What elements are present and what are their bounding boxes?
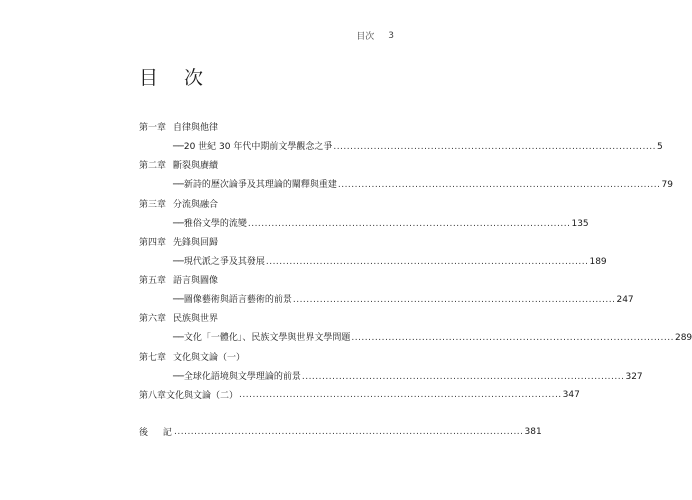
chapter-number: 第三章 <box>139 199 167 210</box>
leader-dots: ................................................................................................ <box>239 389 562 400</box>
chapter-subtitle: ──全球化語境與文學理論的前景 <box>173 371 301 382</box>
chapter-page: 5 <box>656 142 663 152</box>
table-of-contents <box>139 120 692 426</box>
chapter-title: 語言與圖像 <box>173 276 219 287</box>
leader-dots: ................................................................................................ <box>333 142 656 152</box>
header-page-number: 3 <box>388 30 394 41</box>
chapter-page: 247 <box>616 295 634 306</box>
leader-dots: ................................................................................................ <box>247 218 571 229</box>
header-section: 目次 <box>356 32 375 42</box>
leader-dots: ................................................................................................ <box>265 256 589 267</box>
chapter-page: 79 <box>661 180 673 191</box>
chapter-page: 189 <box>589 256 607 267</box>
chapter-number: 第六章 <box>139 314 167 325</box>
postface-label: 後 記 <box>139 428 178 438</box>
toc-entry <box>139 158 673 196</box>
chapter-subtitle: ──20 世紀 30 年代中期前文學觀念之爭 <box>173 142 333 152</box>
chapter-title: 先鋒與回歸 <box>173 237 219 248</box>
postface-page: 381 <box>524 426 542 437</box>
running-header <box>356 29 394 42</box>
leader-dots: ................................................................................................ <box>292 295 616 306</box>
chapter-title: 斷裂與賡續 <box>173 161 219 172</box>
leader-dots: ................................................................................................ <box>301 371 625 382</box>
chapter-number: 第五章 <box>139 276 167 287</box>
chapter-subtitle: ──現代派之爭及其發展 <box>173 256 265 267</box>
toc-entry <box>139 311 692 349</box>
chapter-page: 327 <box>625 371 643 382</box>
toc-entry-postface <box>139 425 542 438</box>
chapter-subtitle: ──新詩的歷次論爭及其理論的闡釋與重建 <box>173 180 337 191</box>
leader-dots: ........................................................................................................ <box>174 426 524 437</box>
toc-entry <box>139 235 607 273</box>
leader-dots: ................................................................................................ <box>351 333 674 344</box>
chapter-subtitle: ──雅俗文學的流變 <box>173 218 247 229</box>
toc-entry <box>139 350 643 388</box>
chapter-title: 分流與融合 <box>173 199 219 210</box>
toc-entry <box>139 273 634 311</box>
page-title: 目 次 <box>139 67 214 89</box>
chapter-number: 第八章 <box>139 391 167 402</box>
chapter-title: 民族與世界 <box>173 314 219 325</box>
chapter-title: 文化與文論（二） <box>166 391 239 402</box>
chapter-page: 135 <box>571 218 589 229</box>
chapter-page: 347 <box>562 389 580 400</box>
toc-entry <box>139 388 580 426</box>
leader-dots: ................................................................................................ <box>337 180 661 191</box>
chapter-number: 第一章 <box>139 123 167 133</box>
chapter-page: 289 <box>674 333 692 344</box>
chapter-number: 第七章 <box>139 352 167 363</box>
toc-entry <box>139 120 663 158</box>
chapter-number: 第四章 <box>139 237 167 248</box>
chapter-title: 文化與文論（一） <box>173 352 246 363</box>
toc-entry <box>139 197 589 235</box>
chapter-subtitle: ──圖像藝術與語言藝術的前景 <box>173 295 292 306</box>
chapter-title: 自律與他律 <box>173 123 219 133</box>
chapter-subtitle: ──文化「一體化」、民族文學與世界文學問題 <box>173 333 351 344</box>
chapter-number: 第二章 <box>139 161 167 172</box>
